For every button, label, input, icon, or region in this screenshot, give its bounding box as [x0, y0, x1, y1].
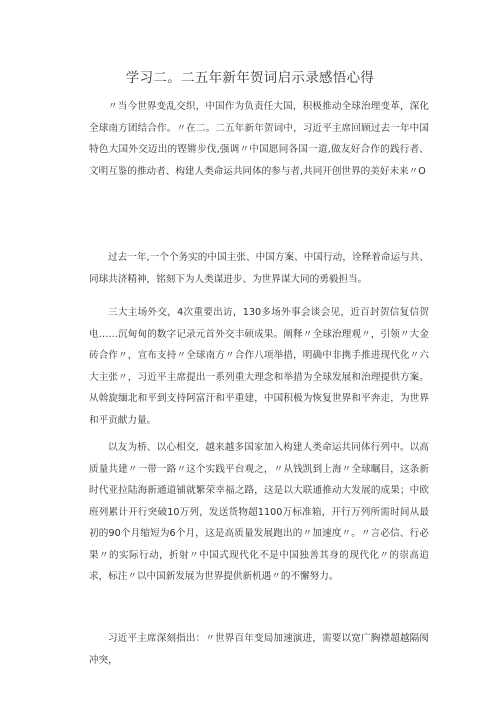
paragraph-2: 过去一年,一个个务实的中国主张、中国方案、中国行动，诠释着命运与共、同球共济精神，铭刻下为人类谋进步、为世界谋大同的勇毅担当。: [89, 252, 429, 285]
paragraph-1: 〃当今世界变乱交织，中国作为负责任大国，积极推动全球治理变革，深化全球南方团结合作。〃在二。二五年新年贺词中，习近平主席回顾过去一年中国特色大国外交迈出的铿锵步伐,强调〃中国愿同各国一道,做友好合作的践行者、文明互鉴的推动者、构建人类命运共同体的参与者,共同开创世界的美好未来〃O: [89, 101, 429, 177]
paragraph-5: 习近平主席深刻指出：〃世界百年变局加速演进，需要以宽广胸襟超越隔阂冲突，: [89, 633, 429, 666]
paragraph-3: 三大主场外交，4次重要出访，130多场外事会谈会见，近百封贺信复信贺电……沉甸甸的数字记录元首外交丰硕成果。阐释〃全球治理观〃，引领〃大金砖合作〃，宣布支持〃全球南方〃合作八项举措，明确中非携手推进现代化〃六大主张〃，习近平主席提出一系列重大理念和举措为全球发展和治理提供方案。从斡旋缅北和平到支持阿富汗和平重建，中国积极为恢复世界和平奔走，为世界和平贡献力量。: [89, 307, 429, 426]
document-title: 学习二。二五年新年贺词启示录感悟心得: [125, 70, 375, 86]
paragraph-4: 以友为桥、以心相交，越来越多国家加入构建人类命运共同体行列中。以高质量共建〃一带一路〃这个实践平台观之，〃从钱凯到上海〃全球瞩目，这条新时代亚拉陆海新通道铺就繁荣幸福之路，这是以大联通推动大发展的成果；中欧班列累计开行突破10万列，发送货物超1100万标准箱，开行万列所需时间从最初的90个月缩短为6个月，这是高质量发展跑出的〃加速度〃。〃言必信、行必果〃的实际行动，折射〃中国式现代化不是中国独善其身的现代化〃的崇高追求，标注〃以中国新发展为世界提供新机遇〃的不懈努力。: [89, 442, 429, 582]
